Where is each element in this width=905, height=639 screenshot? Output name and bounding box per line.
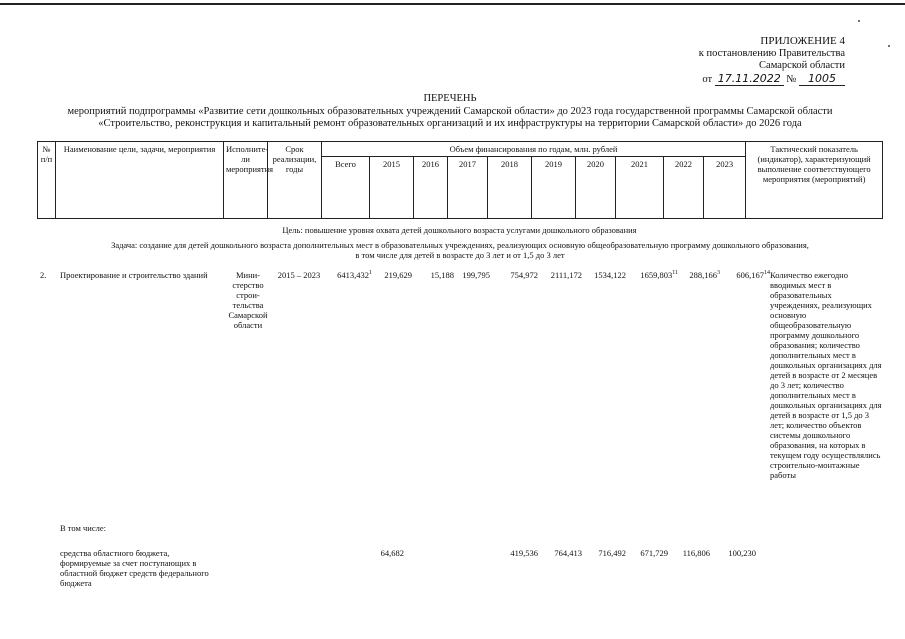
- row-2017: 199,795: [462, 270, 490, 280]
- fed-row-2022: 116,806: [682, 548, 710, 558]
- annex-number-handwritten: 1005: [799, 73, 845, 87]
- top-border-line: [0, 3, 905, 5]
- annex-date-handwritten: 17.11.2022: [715, 73, 784, 87]
- row-2023: 606,167$^{14}$: [736, 270, 770, 280]
- row-executor: Мини-стерство строи-тельства Самарской области: [228, 270, 268, 330]
- annex-date-line: [645, 73, 845, 87]
- row-indicator: Количество ежегодно вводимых мест в образовательных учреждениях, реализующих основную общеобразовательную программу дошкольного образования; количество дополнительных мест в дошкольных организациях для детей в возрасте от 2 месяцев до 3 лет; количество дополнительных мест в дошкольных организациях для детей в возрасте от 1,5 до 3 лет; количество объектов системы дошкольного образования, на которых в текущем году осуществлялись строительно-монтажные работы: [770, 270, 882, 480]
- fed-row-2019: 764,413: [554, 548, 582, 558]
- col-num-header: № п/п: [38, 142, 56, 219]
- annex-from-label: от: [702, 73, 713, 85]
- year-header: 2020: [576, 157, 616, 219]
- annex-title: ПРИЛОЖЕНИЕ 4: [760, 35, 845, 47]
- including-label: В том числе:: [60, 523, 106, 533]
- row-2019: 2111,172: [550, 270, 582, 280]
- row-2016: 15,188: [430, 270, 454, 280]
- row-2021: 1659,803$^{11}$: [640, 270, 678, 280]
- col-exec-header: Исполните-ли мероприятия: [224, 142, 268, 219]
- fed-row-2023: 100,230: [728, 548, 756, 558]
- col-indicator-header: Тактический показатель (индикатор), характеризующий выполнение соответствующего мероприятия (мероприятий): [746, 142, 883, 219]
- fed-row-name: средства областного бюджета, формируемые за счет поступающих в областной бюджет средств федерального бюджета: [60, 548, 209, 588]
- row-term: 2015 – 2023: [277, 270, 321, 280]
- fed-row-2020: 716,492: [598, 548, 626, 558]
- col-term-header: Срок реализации, годы: [268, 142, 322, 219]
- year-header: 2022: [664, 157, 704, 219]
- col-total-header: Всего: [322, 157, 370, 219]
- header-table: [37, 141, 883, 219]
- document-heading: [60, 93, 840, 131]
- year-header: 2019: [532, 157, 576, 219]
- row-2015: 219,629: [384, 270, 412, 280]
- heading-title: ПЕРЕЧЕНЬ: [423, 93, 477, 104]
- annex-line-2: Самарской области: [759, 60, 845, 71]
- task-line-2: в том числе для детей в возрасте до 3 лет и от 1,5 до 3 лет: [355, 250, 565, 260]
- row-2020: 1534,122: [594, 270, 626, 280]
- scan-speck: [888, 45, 890, 47]
- task-line-1: Задача: создание для детей дошкольного возраста дополнительных мест в образовательных учреждениях, реализующих основную общеобразовательную программу дошкольного образования,: [111, 240, 809, 250]
- row-number: 2.: [40, 270, 47, 280]
- heading-line-1: мероприятий подпрограммы «Развитие сети дошкольных образовательных учреждений Самарской области» до 2023 года государственной программы Самарской области: [67, 105, 833, 117]
- col-name-header: Наименование цели, задачи, мероприятия: [56, 142, 224, 219]
- fed-row-2021: 671,729: [640, 548, 668, 558]
- year-header: 2018: [488, 157, 532, 219]
- year-header: 2021: [616, 157, 664, 219]
- row-name: Проектирование и строительство зданий: [60, 270, 208, 280]
- row-2018: 754,972: [510, 270, 538, 280]
- goal-text: Цель: повышение уровня охвата детей дошкольного возраста услугами дошкольного образования: [282, 225, 637, 235]
- year-header: 2016: [414, 157, 448, 219]
- row-total: 6413,432$^1$: [337, 270, 372, 280]
- heading-line-2: «Строительство, реконструкция и капитальный ремонт образовательных организаций и их инфраструктуры на территории Самарской области» до 2026 года: [98, 118, 802, 129]
- annex-line-1: к постановлению Правительства: [698, 47, 845, 59]
- task-text: [60, 240, 860, 260]
- row-2022: 288,166$^3$: [689, 270, 720, 280]
- fed-row-2015: 64,682: [380, 548, 404, 558]
- annex-number-label: №: [786, 73, 797, 85]
- year-header: 2015: [370, 157, 414, 219]
- year-header: 2023: [704, 157, 746, 219]
- year-header: 2017: [448, 157, 488, 219]
- annex-block: [645, 35, 845, 86]
- fed-row-2018: 419,536: [510, 548, 538, 558]
- scan-speck: [858, 20, 860, 22]
- col-funding-header: Объем финансирования по годам, млн. рублей: [322, 142, 746, 157]
